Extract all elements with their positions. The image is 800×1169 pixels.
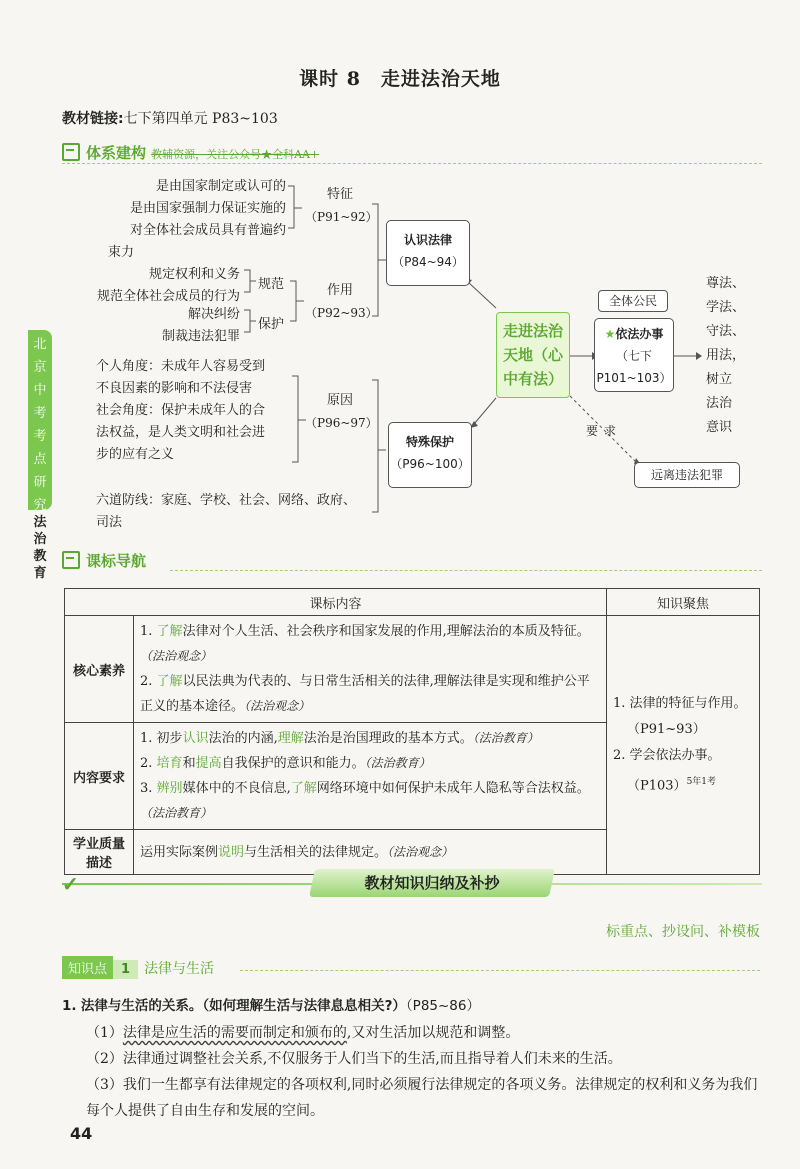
- row-content: 运用实际案例说明与生活相关的法律规定。（法治观念）: [134, 830, 607, 875]
- kp-title: 法律与生活: [144, 961, 215, 977]
- focus-cell: 1. 法律的特征与作用。 （P91~93） 2. 学会依法办事。 $(P103)^{5年1考}$: [607, 616, 760, 875]
- table-header: 知识聚焦: [607, 589, 760, 616]
- section-title: 课标导航: [86, 552, 147, 570]
- feature-items: 是由国家制定或认可的 是由国家强制力保证实施的 对全体社会成员具有普遍约 束力: [108, 179, 286, 260]
- requirement-label: 要求: [586, 424, 623, 438]
- paragraph-3: （3）我们一生都享有法律规定的各项权利,同时必须履行法律规定的各项义务。法律规定的权利和义务为我们每个人提供了自由生存和发展的空间。: [86, 1077, 758, 1119]
- textbook-link-value: 七下第四单元 P83~103: [123, 111, 278, 127]
- reason-label: 原因 （P96~97）: [305, 393, 378, 430]
- divider: [240, 970, 760, 971]
- side-tab-category: 北 京 中 考 考 点 研 究: [28, 330, 52, 510]
- defense-lines: 六道防线：家庭、学校、社会、网络、政府、 司法: [96, 493, 357, 530]
- edit-icon: [62, 551, 80, 569]
- row-head: 学业质量描述: [65, 830, 134, 875]
- side-tab-subject: 法 治 教 育: [33, 515, 47, 581]
- divider: [170, 570, 762, 571]
- section-heading-standards: [62, 550, 146, 571]
- row-head: 内容要求: [65, 723, 134, 830]
- node-know-law: 认识法律 （P84~94）: [386, 220, 470, 286]
- node-rule-of-law: ★依法办事 （七下 P101~103）: [594, 318, 674, 392]
- check-icon: ✓: [62, 872, 79, 896]
- right-note: 标重点、抄设问、补模板: [606, 924, 760, 940]
- row-head: 核心素养: [65, 616, 134, 723]
- page-number: 44: [70, 1124, 93, 1143]
- section-banner: [62, 866, 762, 902]
- paragraph-1: （1）法律是应生活的需要而制定和颁布的,又对生活加以规范和调整。: [86, 1025, 520, 1041]
- standards-table: [64, 588, 760, 875]
- paragraph-2: （2）法律通过调整社会关系,不仅服务于人们当下的生活,而且指导着人们未来的生活。: [86, 1051, 622, 1067]
- feature-label: 特征 （P91~92）: [305, 187, 378, 224]
- kp-number: 1: [113, 960, 138, 979]
- kp-tag: 知识点: [62, 956, 113, 979]
- table-row: [65, 616, 760, 723]
- banner-title: 教材知识归纳及补抄: [364, 874, 500, 892]
- node-special-protect: 特殊保护 （P96~100）: [388, 422, 472, 488]
- watermark: 教辅资源，关注公众号★全科AA+: [151, 148, 320, 161]
- role-protect-label: 保护: [258, 317, 285, 332]
- page-title: 课时 8 走进法治天地: [299, 68, 501, 90]
- role-norm-items: 规定权利和义务 规范全体社会成员的行为: [96, 267, 240, 304]
- textbook-link-label: 教材链接:: [62, 111, 124, 127]
- section-title: 体系建构: [86, 144, 147, 162]
- reason-lines: 个人角度：未成年人容易受到 不良因素的影响和不法侵害 社会角度：保护未成年人的合 法权益，是人类文明和社会进 步的应有之义: [96, 359, 266, 462]
- node-stay-away: 远离违法犯罪: [634, 462, 740, 488]
- center-node: 走进法治 天地（心 中有法）: [496, 312, 570, 398]
- row-content: 1. 初步认识法治的内涵,理解法治是治国理政的基本方式。（法治教育） 2. 培育和提高自我保护的意识和能力。（法治教育） 3. 辨别媒体中的不良信息,了解网络环境中如何保护未成年人隐私等合法权益。（法治教育）: [134, 723, 607, 830]
- row-content: 1. 了解法律对个人生活、社会秩序和国家发展的作用,理解法治的本质及特征。（法治观念） 2. 了解以民法典为代表的、与日常生活相关的法律,理解法律是实现和维护公平正义的基本途径。（法治观念）: [134, 616, 607, 723]
- knowledge-point-heading: [62, 956, 214, 979]
- rule-results: 尊法、 学法、 守法、 用法， 树立 法治 意识: [706, 276, 746, 435]
- role-protect-items: 解决纠纷 制裁违法犯罪: [161, 307, 240, 344]
- question-heading: 1. 法律与生活的关系。（如何理解生活与法律息息相关?）（P85~86）: [62, 998, 480, 1014]
- role-norm-label: 规范: [258, 277, 285, 292]
- table-header: 课标内容: [65, 589, 607, 616]
- role-label: 作用 （P92~93）: [305, 283, 378, 320]
- star-icon: ★: [604, 327, 616, 341]
- bubble-all-citizens: 全体公民: [598, 290, 668, 312]
